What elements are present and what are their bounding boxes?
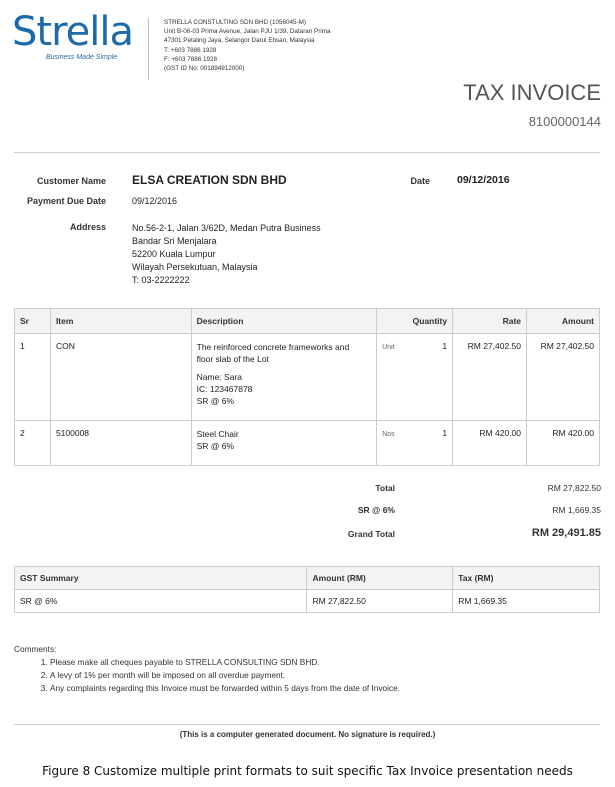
logo-text: Strella: [12, 9, 133, 55]
desc-line: The reinforced concrete frameworks and: [196, 342, 350, 352]
gst-cell-tax: RM 1,669.35: [453, 590, 600, 613]
comments-list: [14, 656, 400, 695]
company-fax: F: +603 7886 1928: [164, 55, 218, 63]
items-table: [14, 308, 600, 466]
address-line: No.56-2-1, Jalan 3/62D, Medan Putra Business: [132, 223, 321, 233]
table-row: [15, 334, 600, 421]
col-header-description: Description: [191, 309, 377, 334]
cell-quantity: [377, 421, 453, 466]
table-row: [15, 590, 600, 613]
address-line: Bandar Sri Menjalara: [132, 236, 217, 246]
comments-label: Comments:: [14, 644, 57, 654]
date-label: Date: [410, 176, 430, 186]
cell-item: CON: [50, 334, 191, 421]
tax-label: SR @ 6%: [357, 505, 395, 515]
cell-description: [191, 334, 377, 421]
unit-label: Nos: [382, 431, 395, 438]
divider: [14, 152, 600, 153]
cell-amount: RM 420.00: [527, 421, 600, 466]
col-header-item: Item: [50, 309, 191, 334]
desc-line: Steel Chair: [196, 429, 239, 439]
grand-total-value: RM 29,491.85: [531, 527, 601, 539]
gst-header-amount: Amount (RM): [307, 567, 453, 590]
items-header-row: [15, 309, 600, 334]
gst-cell-code: SR @ 6%: [15, 590, 307, 613]
company-info: [164, 18, 330, 73]
gst-summary-table: [14, 566, 600, 613]
company-gst-id: (GST ID No: 001894912000): [164, 65, 245, 73]
invoice-date: 09/12/2016: [457, 174, 510, 186]
cell-description: [191, 421, 377, 466]
invoice-number: 8100000144: [528, 114, 601, 129]
due-date-label: Payment Due Date: [26, 196, 106, 206]
cell-item: 5100008: [50, 421, 191, 466]
address-line: Wilayah Persekutuan, Malaysia: [132, 262, 258, 272]
cell-rate: RM 420.00: [453, 421, 527, 466]
col-header-amount: Amount: [527, 309, 600, 334]
desc-line: SR @ 6%: [196, 441, 235, 451]
figure-caption: Figure 8 Customize multiple print formats to suit specific Tax Invoice presentation needs: [42, 764, 573, 778]
qty-value: 1: [442, 341, 448, 351]
total-label: Total: [375, 483, 395, 493]
gst-header-tax: Tax (RM): [453, 567, 600, 590]
address-line: 52200 Kuala Lumpur: [132, 249, 216, 259]
address-label: Address: [69, 222, 106, 232]
desc-line: floor slab of the Lot: [196, 354, 269, 364]
table-row: [15, 421, 600, 466]
address-line: T: 03-2222222: [132, 275, 190, 285]
customer-name-label: Customer Name: [36, 176, 106, 186]
company-tel: T: +603 7886 1928: [164, 46, 217, 54]
gst-header-row: [15, 567, 600, 590]
gst-header-summary: GST Summary: [15, 567, 307, 590]
company-name: STRELLA CONSTULTING SDN BHD (1056045-M): [164, 19, 306, 26]
customer-name: ELSA CREATION SDN BHD: [132, 173, 287, 187]
total-value: RM 27,822.50: [547, 483, 601, 493]
gst-cell-amount: RM 27,822.50: [307, 590, 453, 613]
footer-divider: [14, 724, 600, 725]
cell-sr: 2: [15, 421, 51, 466]
header-divider: [148, 18, 149, 80]
company-logo: [12, 9, 133, 72]
customer-address: [132, 222, 321, 287]
comments-section: [14, 643, 400, 695]
cell-amount: RM 27,402.50: [527, 334, 600, 421]
qty-value: 1: [442, 428, 448, 438]
comment-item: 3. Any complaints regarding this Invoice must be forwarded within 5 days from the date of Invoice.: [50, 682, 400, 695]
comment-item: 2. A levy of 1% per month will be imposed on all overdue payment.: [50, 669, 400, 682]
grand-total-label: Grand Total: [347, 529, 395, 539]
company-address-1: Unit B-06-03 Prima Avenue, Jalan PJU 1/39, Dataran Prima: [164, 28, 331, 36]
col-header-sr: Sr: [15, 309, 51, 334]
comment-item: 1. Please make all cheques payable to STRELLA CONSULTING SDN BHD.: [50, 656, 400, 669]
desc-line: Name: Sara: [196, 372, 242, 382]
cell-sr: 1: [15, 334, 51, 421]
desc-line: IC: 123467878: [196, 384, 253, 394]
logo-tagline: Business Made Simple: [46, 54, 118, 61]
tax-value: RM 1,669.35: [552, 505, 601, 515]
col-header-rate: Rate: [453, 309, 527, 334]
company-address-2: 47301 Petaling Jaya, Selangor Darul Ehsan, Malaysia: [164, 37, 315, 45]
unit-label: Unit: [382, 344, 395, 351]
footer-note: (This is a computer generated document. No signature is required.): [179, 730, 436, 739]
col-header-quantity: Quantity: [377, 309, 453, 334]
cell-quantity: [377, 334, 453, 421]
desc-line: SR @ 6%: [196, 396, 235, 406]
invoice-title: TAX INVOICE: [463, 80, 601, 105]
cell-rate: RM 27,402.50: [453, 334, 527, 421]
due-date: 09/12/2016: [132, 196, 178, 206]
